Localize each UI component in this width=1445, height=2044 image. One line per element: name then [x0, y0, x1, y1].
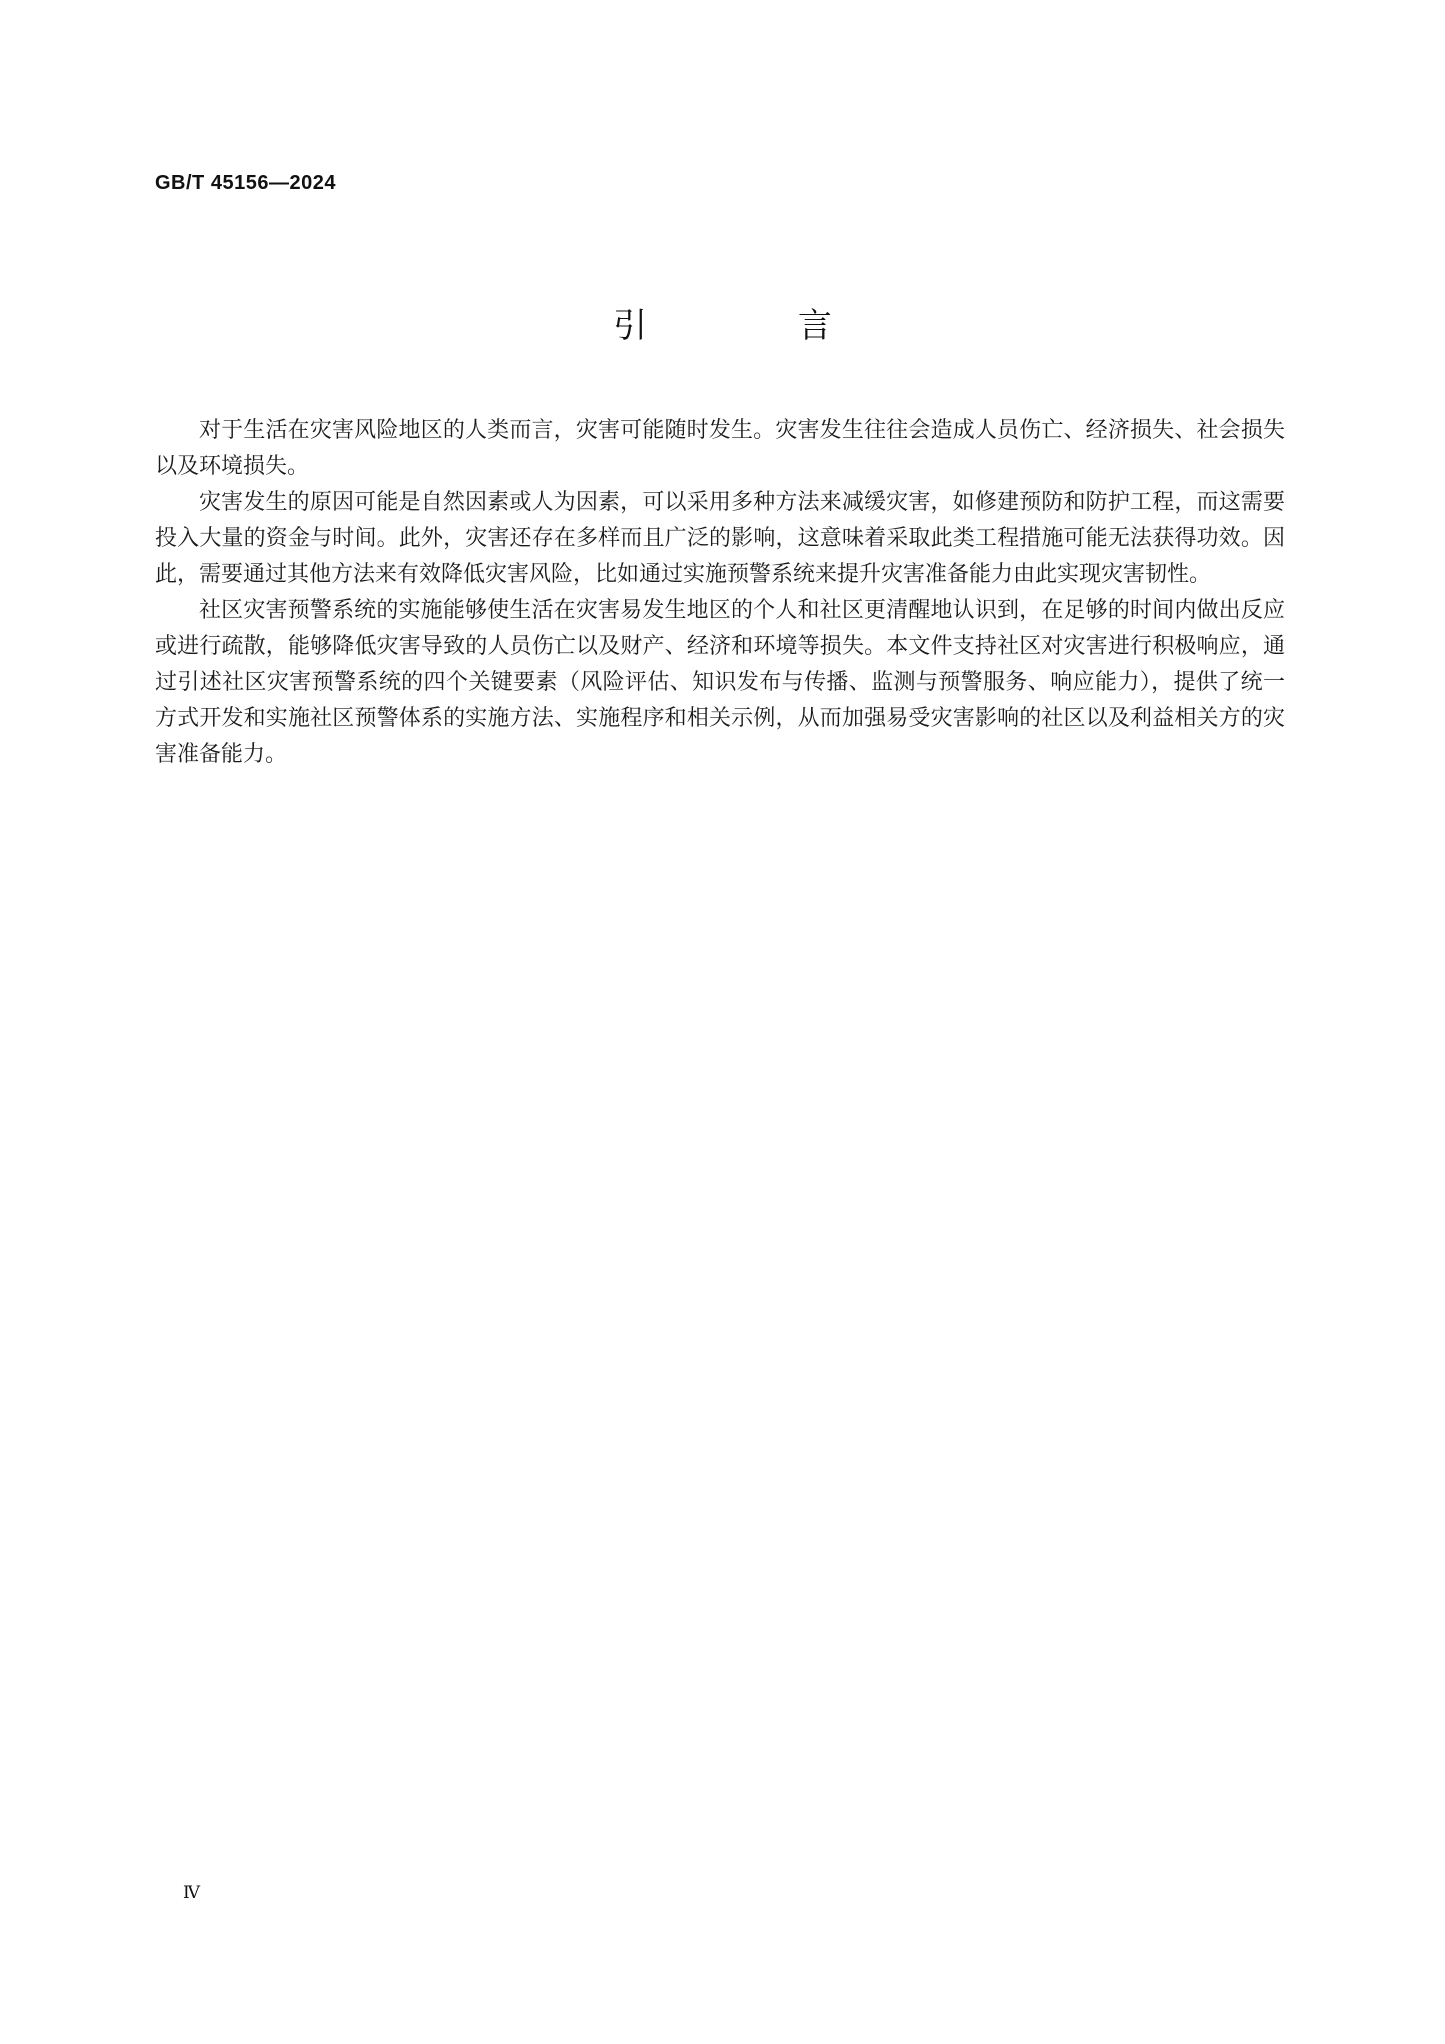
paragraph: 对于生活在灾害风险地区的人类而言，灾害可能随时发生。灾害发生往往会造成人员伤亡、经济损失、社会损失以及环境损失。	[155, 418, 1285, 479]
body-text	[155, 413, 1285, 773]
paragraph: 灾害发生的原因可能是自然因素或人为因素，可以采用多种方法来减缓灾害，如修建预防和防护工程，而这需要投入大量的资金与时间。此外，灾害还存在多样而且广泛的影响，这意味着采取此类工程措施可能无法获得功效。因此，需要通过其他方法来有效降低灾害风险，比如通过实施预警系统来提升灾害准备能力由此实现灾害韧性。	[155, 490, 1285, 587]
paragraph: 社区灾害预警系统的实施能够使生活在灾害易发生地区的个人和社区更清醒地认识到，在足够的时间内做出反应或进行疏散，能够降低灾害导致的人员伤亡以及财产、经济和环境等损失。本文件支持社区对灾害进行积极响应，通过引述社区灾害预警系统的四个关键要素（风险评估、知识发布与传播、监测与预警服务、响应能力），提供了统一方式开发和实施社区预警体系的实施方法、实施程序和相关示例，从而加强易受灾害影响的社区以及利益相关方的灾害准备能力。	[155, 598, 1285, 767]
page-title: 引 言	[613, 306, 902, 346]
page-number: Ⅳ	[183, 1883, 200, 1903]
standard-code: GB/T 45156—2024	[155, 172, 336, 194]
